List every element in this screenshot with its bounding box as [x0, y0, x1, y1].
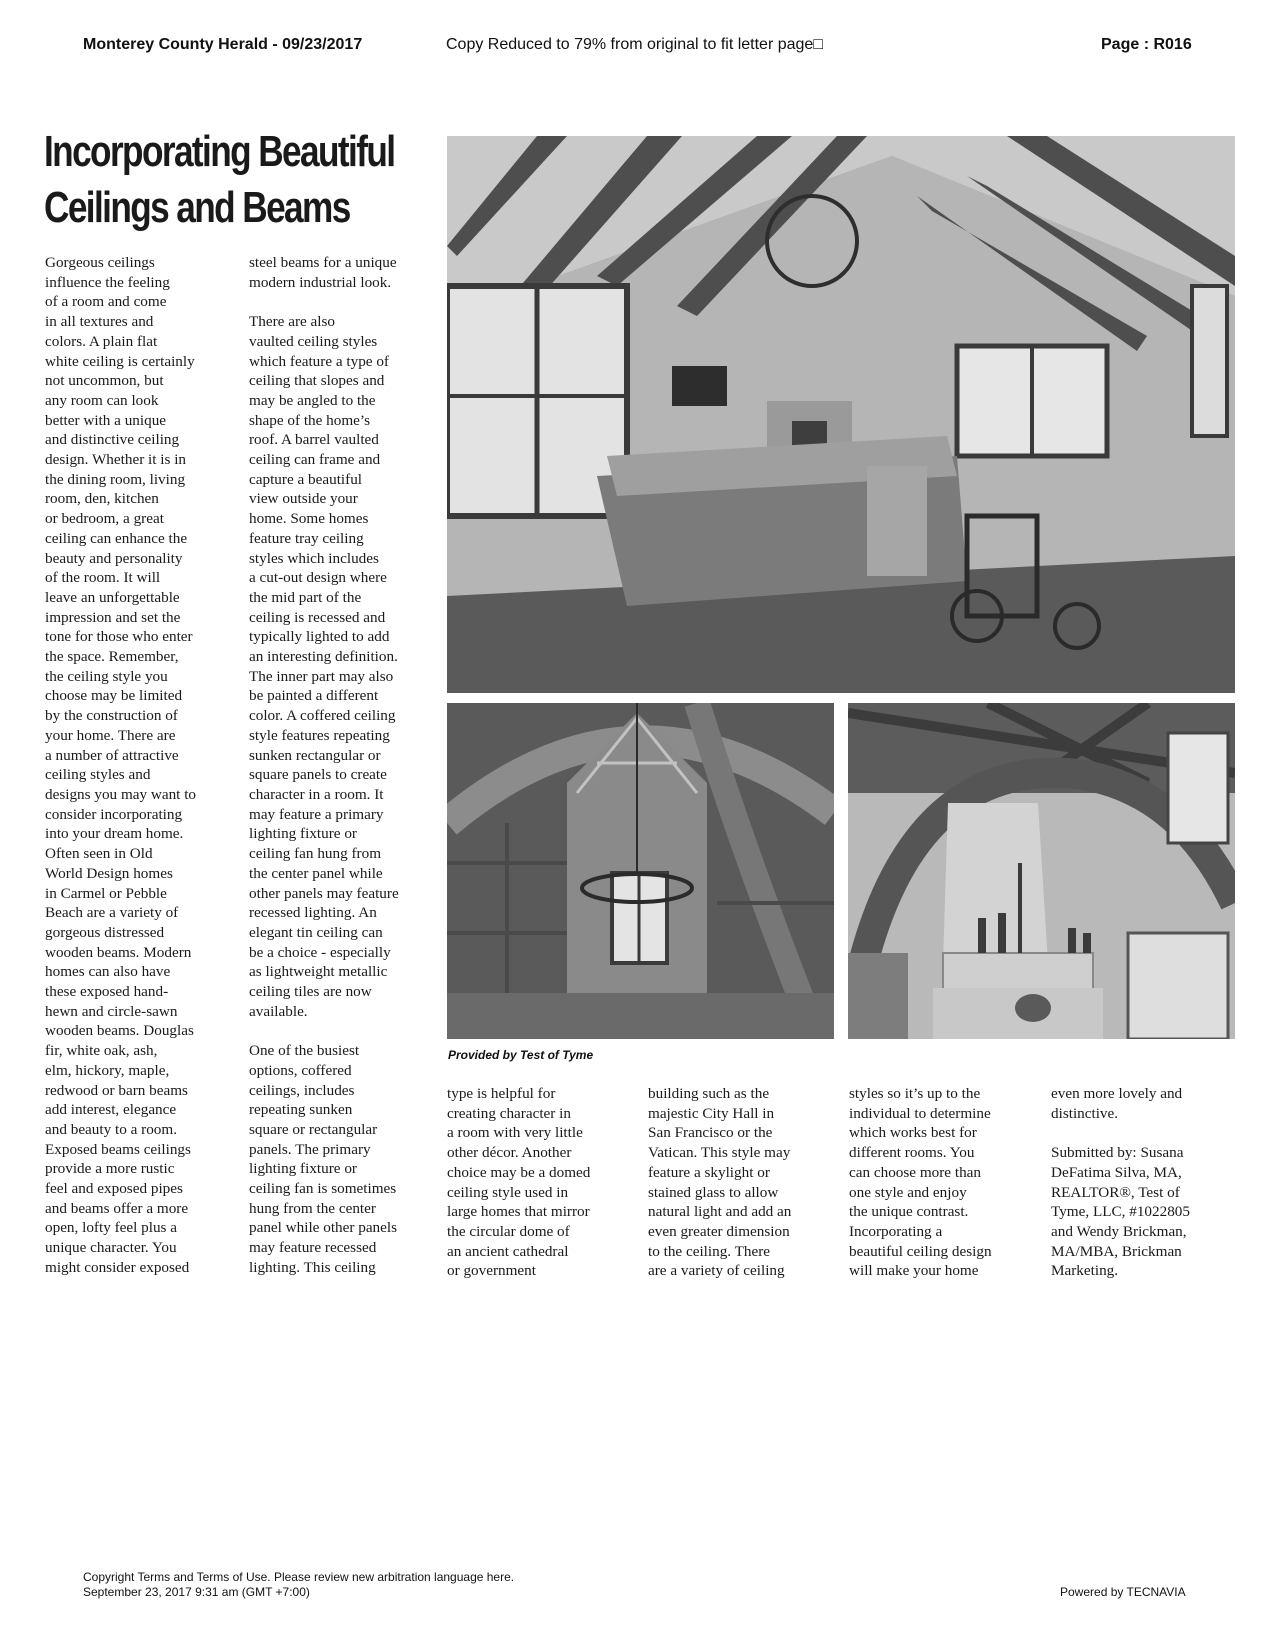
copyright-terms-link[interactable]: Copyright Terms and Terms of Use. Please review new arbitration language here. — [83, 1570, 515, 1584]
photo-credit-caption: Provided by Test of Tyme — [448, 1048, 594, 1062]
fireplace-arch-photo — [848, 703, 1235, 1039]
article-column-6: even more lovely and distinctive. Submitted by: Susana DeFatima Silva, MA, REALTOR®, Test of Tyme, LLC, #1022805 and Wendy Brickman, MA/MBA, Brickman Marketing. — [1051, 1085, 1190, 1280]
footer-timestamp: September 23, 2017 9:31 am (GMT +7:00) — [83, 1585, 310, 1599]
page-number: Page : R016 — [1101, 36, 1192, 53]
article-column-5: styles so it’s up to the individual to determine which works best for different rooms. You can choose more than one style and enjoy the unique contrast. Incorporating a beautiful ceiling design will make your home — [849, 1085, 992, 1280]
reduction-notice: Copy Reduced to 79% from original to fit letter page□ — [446, 36, 823, 53]
headline-line-1: Incorporating Beautiful — [44, 127, 395, 176]
article-column-4: building such as the majestic City Hall in San Francisco or the Vatican. This style may feature a skylight or stained glass to allow natural light and add an even greater dimension to the ceiling. There are a variety of ceiling — [648, 1085, 792, 1280]
article-column-3: type is helpful for creating character in a room with very little other décor. Another choice may be a domed ceiling style used in large homes that mirror the circular dome of an ancient cathedral or government — [447, 1085, 591, 1280]
article-column-1: Gorgeous ceilings influence the feeling of a room and come in all textures and colors. A plain flat white ceiling is certainly not uncommon, but any room can look better with a unique and distinctive ceiling design. Whether it is in the dining room, living room, den, kitchen or bedroom, a great ceiling can enhance the beauty and personality of the room. It will leave an unforgettable impression and set the tone for those who enter the space. Remember, the ceiling style you choose may be limited by the construction of your home. There are a number of attractive ceiling styles and designs you may want to consider incorporating into your dream home. Often seen in Old World Design homes in Carmel or Pebble Beach are a variety of gorgeous distressed wooden beams. Modern homes can also have these exposed hand- hewn and circle-sawn wooden beams. Douglas fir, white oak, ash, elm, hickory, maple, redwood or barn beams add interest, elegance and beauty to a room. Exposed beams ceilings provide a more rustic feel and exposed pipes and beams offer a more open, lofty feel plus a unique character. You might consider exposed — [45, 254, 197, 1276]
headline-line-2: Ceilings and Beams — [44, 183, 350, 232]
footer-copyright — [83, 1570, 514, 1600]
living-room-photo — [447, 136, 1235, 693]
article-column-2: steel beams for a unique modern industrial look. There are also vaulted ceiling styles which feature a type of ceiling that slopes and may be angled to the shape of the home’s roof. A barrel vaulted ceiling can frame and capture a beautiful view outside your home. Some homes feature tray ceiling styles which includes a cut-out design where the mid part of the ceiling is recessed and typically lighted to add an interesting definition. The inner part may also be painted a different color. A coffered ceiling style features repeating sunken rectangular or square panels to create character in a room. It may feature a primary lighting fixture or ceiling fan hung from the center panel while other panels may feature recessed lighting. An elegant tin ceiling can be a choice - especially as lightweight metallic ceiling tiles are now available. One of the busiest options, coffered ceilings, includes repeating sunken square or rectangular panels. The primary lighting fixture or ceiling fan is sometimes hung from the center panel while other panels may feature recessed lighting. This ceiling — [249, 254, 399, 1276]
publication-date-header: Monterey County Herald - 09/23/2017 — [83, 36, 363, 53]
powered-by-credit: Powered by TECNAVIA — [1060, 1585, 1186, 1599]
great-hall-arch-photo — [447, 703, 834, 1039]
article-headline — [44, 124, 436, 236]
